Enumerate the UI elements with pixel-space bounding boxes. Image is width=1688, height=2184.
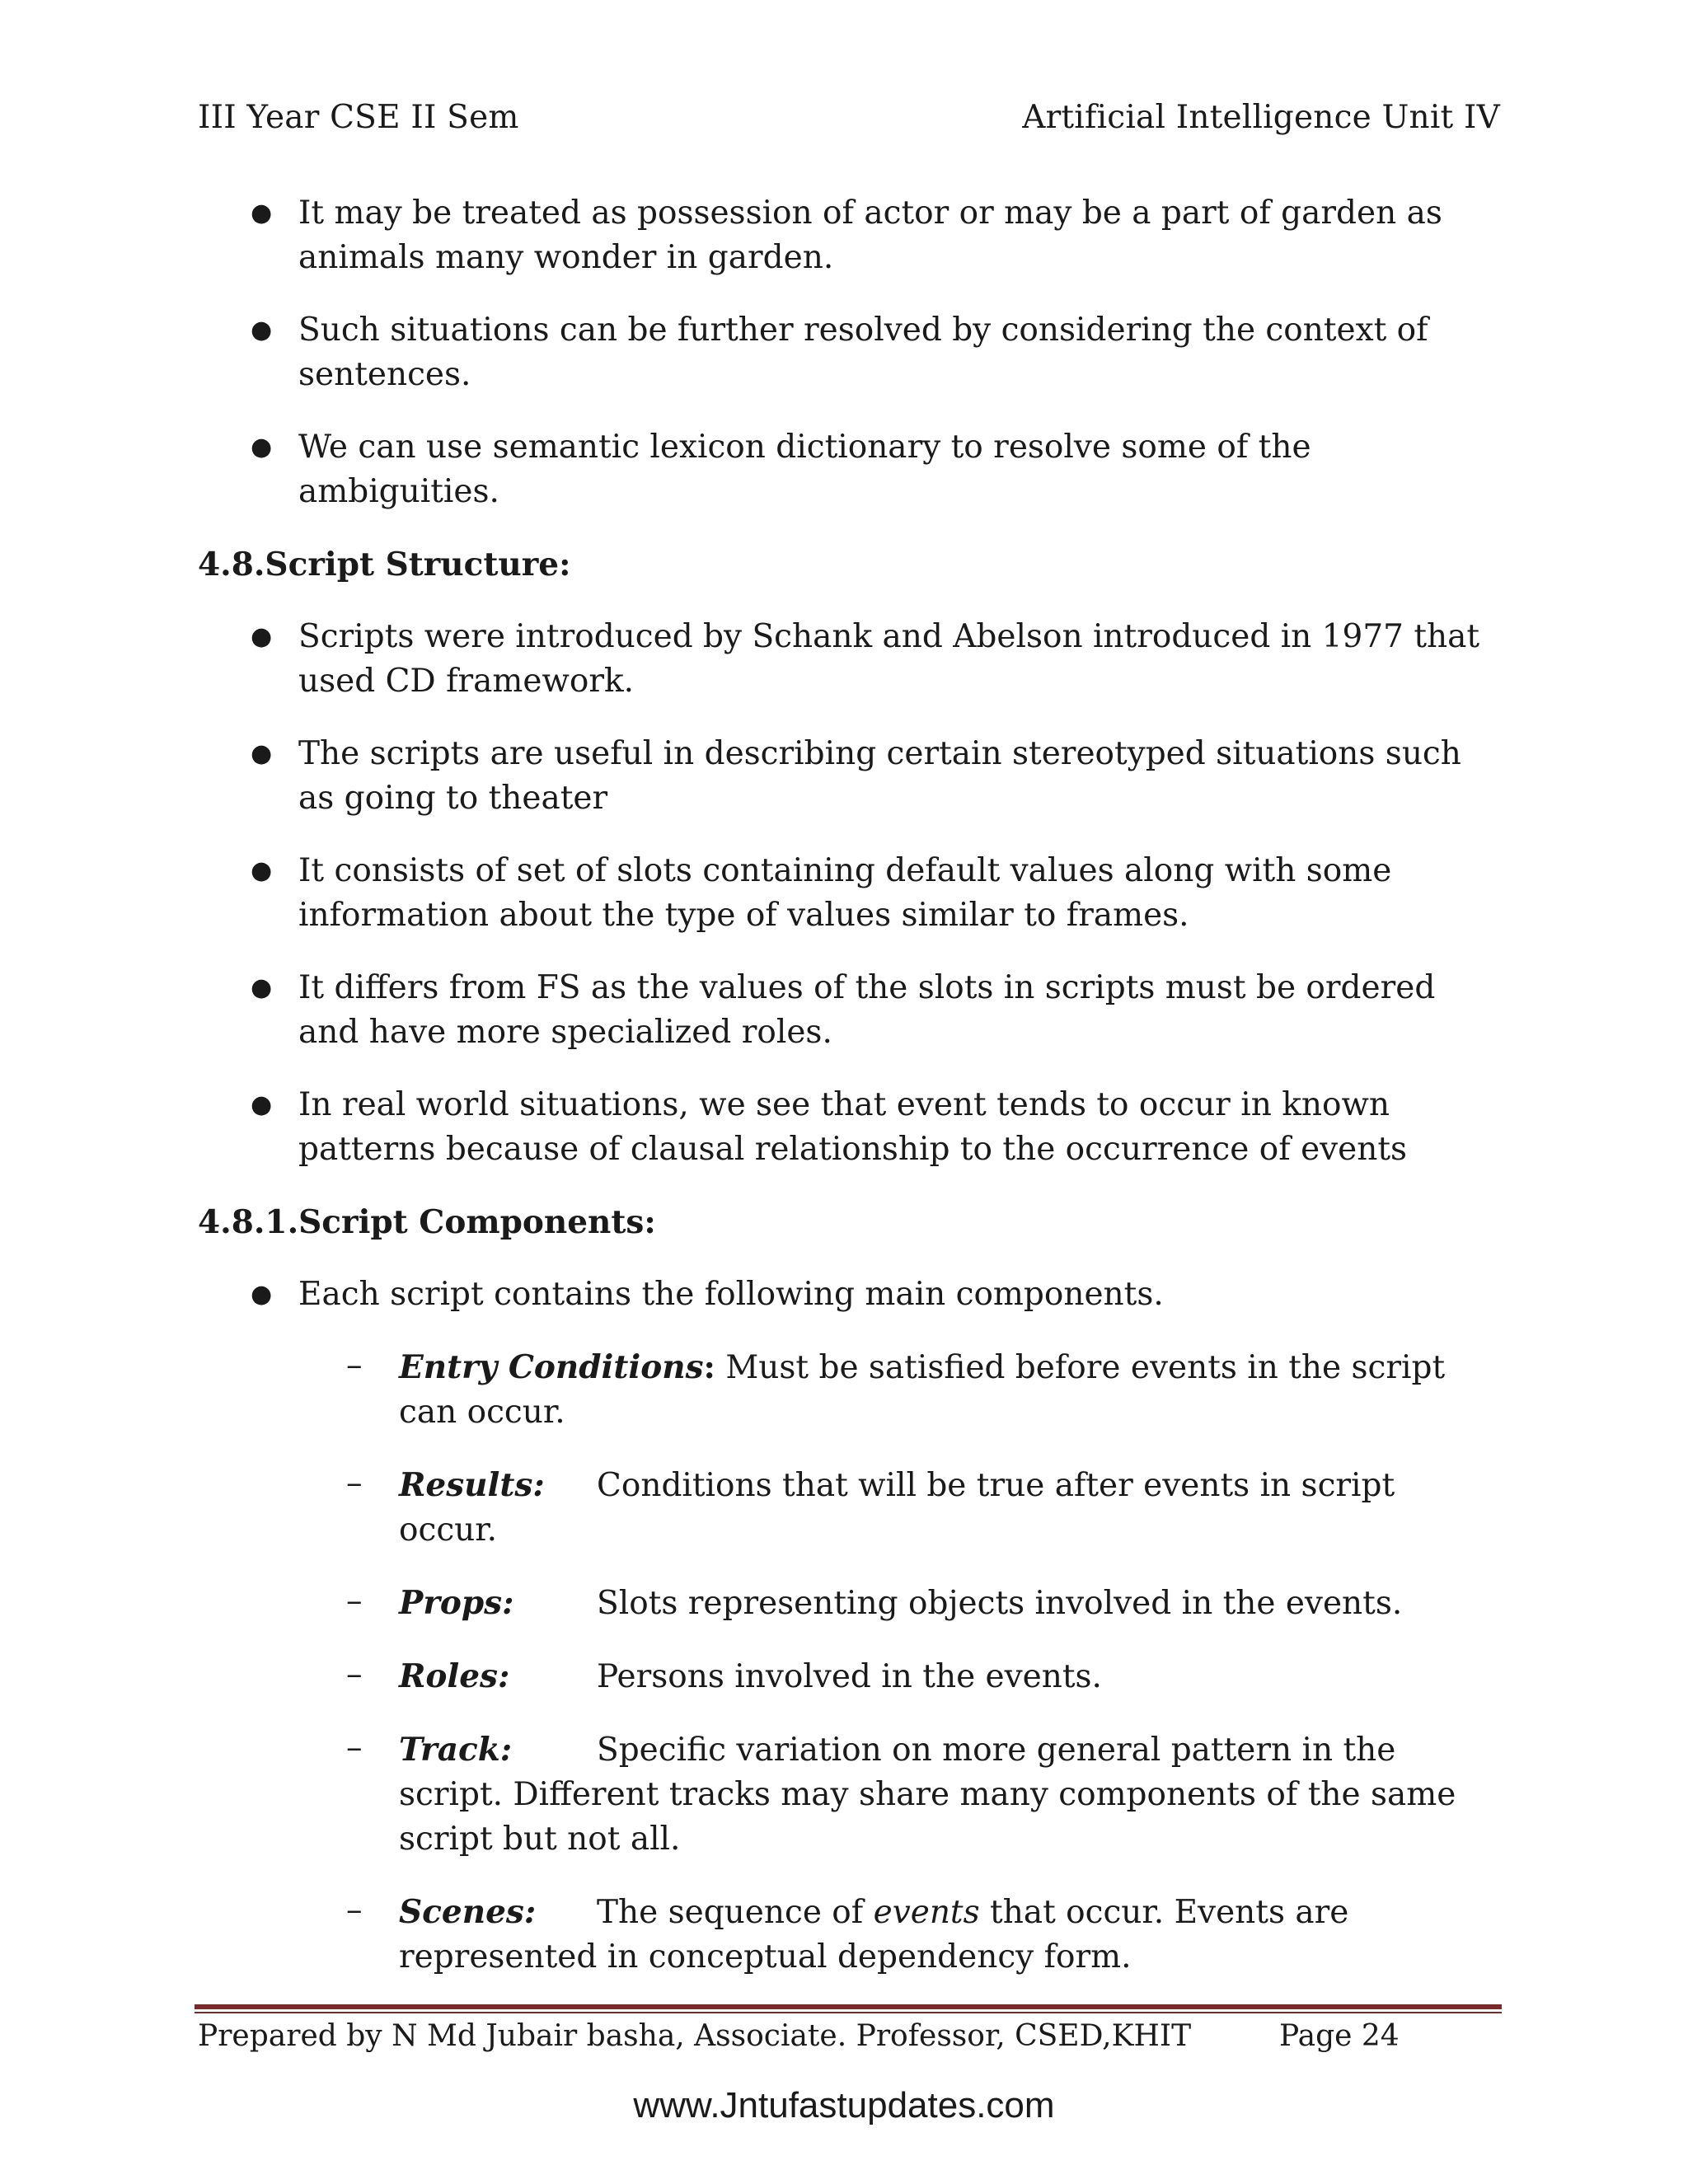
- component-term-colon: :: [703, 1348, 715, 1386]
- component-roles: [198, 1654, 1500, 1699]
- component-text: Slots representing objects involved in the events.: [597, 1585, 1403, 1622]
- intro-bullet: ● We can use semantic lexicon dictionary to resolve some of the ambiguities.: [198, 425, 1500, 514]
- dash-marker: –: [346, 1729, 363, 1766]
- section-title-script-structure: 4.8.Script Structure:: [198, 546, 571, 583]
- website-watermark: www.Jntufastupdates.com: [633, 2085, 1055, 2125]
- component-text-emphasis: events: [873, 1894, 980, 1931]
- component-term: Scenes:: [399, 1893, 537, 1931]
- page-header: [198, 99, 1500, 136]
- component-results: [198, 1463, 1500, 1553]
- dash-marker: –: [346, 1465, 363, 1502]
- component-text-after: that occur. Events are represented in conceptual dependency form.: [399, 1894, 1349, 1975]
- script-structure-bullet: ● In real world situations, we see that event tends to occur in known patterns because of clausal relationship to the occurrence of events: [198, 1083, 1500, 1172]
- dash-marker: –: [346, 1891, 363, 1929]
- bullet-dot: ●: [251, 1090, 273, 1119]
- dash-marker: –: [346, 1656, 363, 1693]
- bullet-dot: ●: [251, 622, 273, 651]
- bullet-dot: ●: [251, 856, 273, 885]
- component-track: [198, 1727, 1500, 1862]
- header-course: III Year CSE II Sem: [198, 99, 519, 136]
- component-text-before: The sequence of: [597, 1894, 864, 1931]
- bullet-dot: ●: [251, 199, 273, 227]
- component-scenes: [198, 1890, 1500, 1980]
- bullet-dot: ●: [251, 1280, 273, 1309]
- bullet-dot: ●: [251, 316, 273, 344]
- intro-bullet: ● It may be treated as possession of actor or may be a part of garden as animals many wonder in garden.: [198, 191, 1500, 280]
- component-term: Results:: [399, 1466, 545, 1504]
- bullet-dot: ●: [251, 433, 273, 462]
- component-term: Props:: [399, 1584, 514, 1622]
- component-term: Entry Conditions: [399, 1348, 704, 1386]
- footer-author: Prepared by N Md Jubair basha, Associate. Professor, CSED,KHIT: [198, 2019, 1192, 2053]
- component-text: Persons involved in the events.: [597, 1658, 1102, 1695]
- intro-bullet: ● Such situations can be further resolved by considering the context of sentences.: [198, 308, 1500, 397]
- component-term: Track:: [399, 1731, 513, 1769]
- dash-marker: –: [346, 1347, 363, 1384]
- component-entry-conditions: [198, 1345, 1500, 1435]
- script-structure-bullet: ● It consists of set of slots containing default values along with some information about the type of values similar to frames.: [198, 849, 1500, 938]
- page-footer: [198, 2014, 1400, 2059]
- component-text: Must be satisfied before events in the script can occur.: [399, 1349, 1446, 1431]
- footer-divider: [195, 2004, 1502, 2013]
- script-structure-bullet: ● Scripts were introduced by Schank and Abelson introduced in 1977 that used CD framework.: [198, 615, 1500, 704]
- bullet-dot: ●: [251, 973, 273, 1002]
- dash-marker: –: [346, 1582, 363, 1619]
- component-text: Specific variation on more general pattern in the script. Different tracks may share many components of the same script but not all.: [399, 1732, 1456, 1858]
- section-title-script-components: 4.8.1.Script Components:: [198, 1203, 656, 1241]
- script-structure-bullet: ● The scripts are useful in describing certain stereotyped situations such as going to theater: [198, 732, 1500, 821]
- component-props: [198, 1581, 1500, 1626]
- bullet-dot: ●: [251, 739, 273, 768]
- component-text: Conditions that will be true after events in script occur.: [399, 1467, 1395, 1549]
- script-structure-bullet: ● It differs from FS as the values of the slots in scripts must be ordered and have more specialized roles.: [198, 966, 1500, 1055]
- script-components-bullet: ● Each script contains the following main components.: [198, 1272, 1500, 1317]
- header-subject: Artificial Intelligence Unit IV: [1022, 99, 1500, 136]
- page-number: Page 24: [1279, 2019, 1400, 2053]
- page-content: [198, 191, 1500, 2008]
- component-term: Roles:: [399, 1657, 510, 1695]
